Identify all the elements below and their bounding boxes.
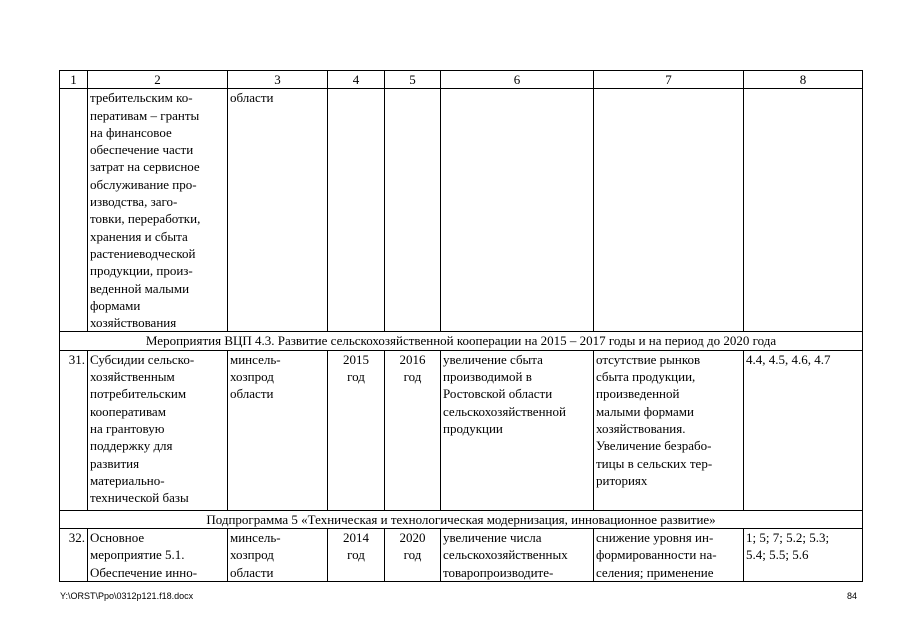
expected-result: увеличение сбыта производимой в Ростовской области сельскохозяйственной продукции: [441, 350, 594, 510]
table-row: [60, 529, 863, 582]
measure-name: Субсидии сельско- хозяйственным потребительским кооперативам на грантовую поддержку для развития материально- технической базы: [88, 350, 228, 510]
table-row: [60, 350, 863, 510]
start-year: 2015 год: [328, 350, 385, 510]
col-7-header: 7: [594, 71, 744, 89]
start-year: 2014 год: [328, 529, 385, 582]
col-3-header: 3: [228, 71, 328, 89]
column-number-header: [60, 71, 863, 89]
col-1-header: 1: [60, 71, 88, 89]
section-title-vcp: Мероприятия ВЦП 4.3. Развитие сельскохозяйственной кооперации на 2015 – 2017 годы и на период до 2020 года: [60, 332, 863, 350]
executor: минсель- хозпрод области: [228, 350, 328, 510]
executor: минсель- хозпрод области: [228, 529, 328, 582]
expected-result: увеличение числа сельскохозяйственных товаропроизводите-: [441, 529, 594, 582]
end-year: 2016 год: [385, 350, 441, 510]
row-number: 32.: [60, 529, 88, 582]
col-2-header: 2: [88, 71, 228, 89]
non-implementation-consequence: снижение уровня ин- формированности на- селения; применение: [594, 529, 744, 582]
indicator-link: [744, 89, 863, 332]
non-implementation-consequence: [594, 89, 744, 332]
measure-name: Основное мероприятие 5.1. Обеспечение инно-: [88, 529, 228, 582]
measures-table: [59, 70, 863, 582]
section-row: [60, 332, 863, 350]
indicator-link: 4.4, 4.5, 4.6, 4.7: [744, 350, 863, 510]
col-5-header: 5: [385, 71, 441, 89]
col-4-header: 4: [328, 71, 385, 89]
indicator-link: 1; 5; 7; 5.2; 5.3; 5.4; 5.5; 5.6: [744, 529, 863, 582]
section-title-subprogram-5: Подпрограмма 5 «Техническая и технологическая модернизация, инновационное развитие»: [60, 510, 863, 528]
end-year: 2020 год: [385, 529, 441, 582]
measure-name: требительским ко- перативам – гранты на финансовое обеспечение части затрат на сервисное обслуживание про- изводства, заго- товки, переработки, хранения и сбыта растениеводческой продукции, произ- веденной малыми формами хозяйствования: [88, 89, 228, 332]
end-year: [385, 89, 441, 332]
table-row: [60, 89, 863, 332]
col-8-header: 8: [744, 71, 863, 89]
col-6-header: 6: [441, 71, 594, 89]
start-year: [328, 89, 385, 332]
executor: области: [228, 89, 328, 332]
footer-file-path: Y:\ORST\Ppo\0312p121.f18.docx: [60, 591, 194, 601]
footer-page-number: 84: [846, 591, 857, 601]
row-number: [60, 89, 88, 332]
non-implementation-consequence: отсутствие рынков сбыта продукции, произведенной малыми формами хозяйствования. Увеличение безрабо- тицы в сельских тер- риториях: [594, 350, 744, 510]
expected-result: [441, 89, 594, 332]
row-number: 31.: [60, 350, 88, 510]
section-row: [60, 510, 863, 528]
